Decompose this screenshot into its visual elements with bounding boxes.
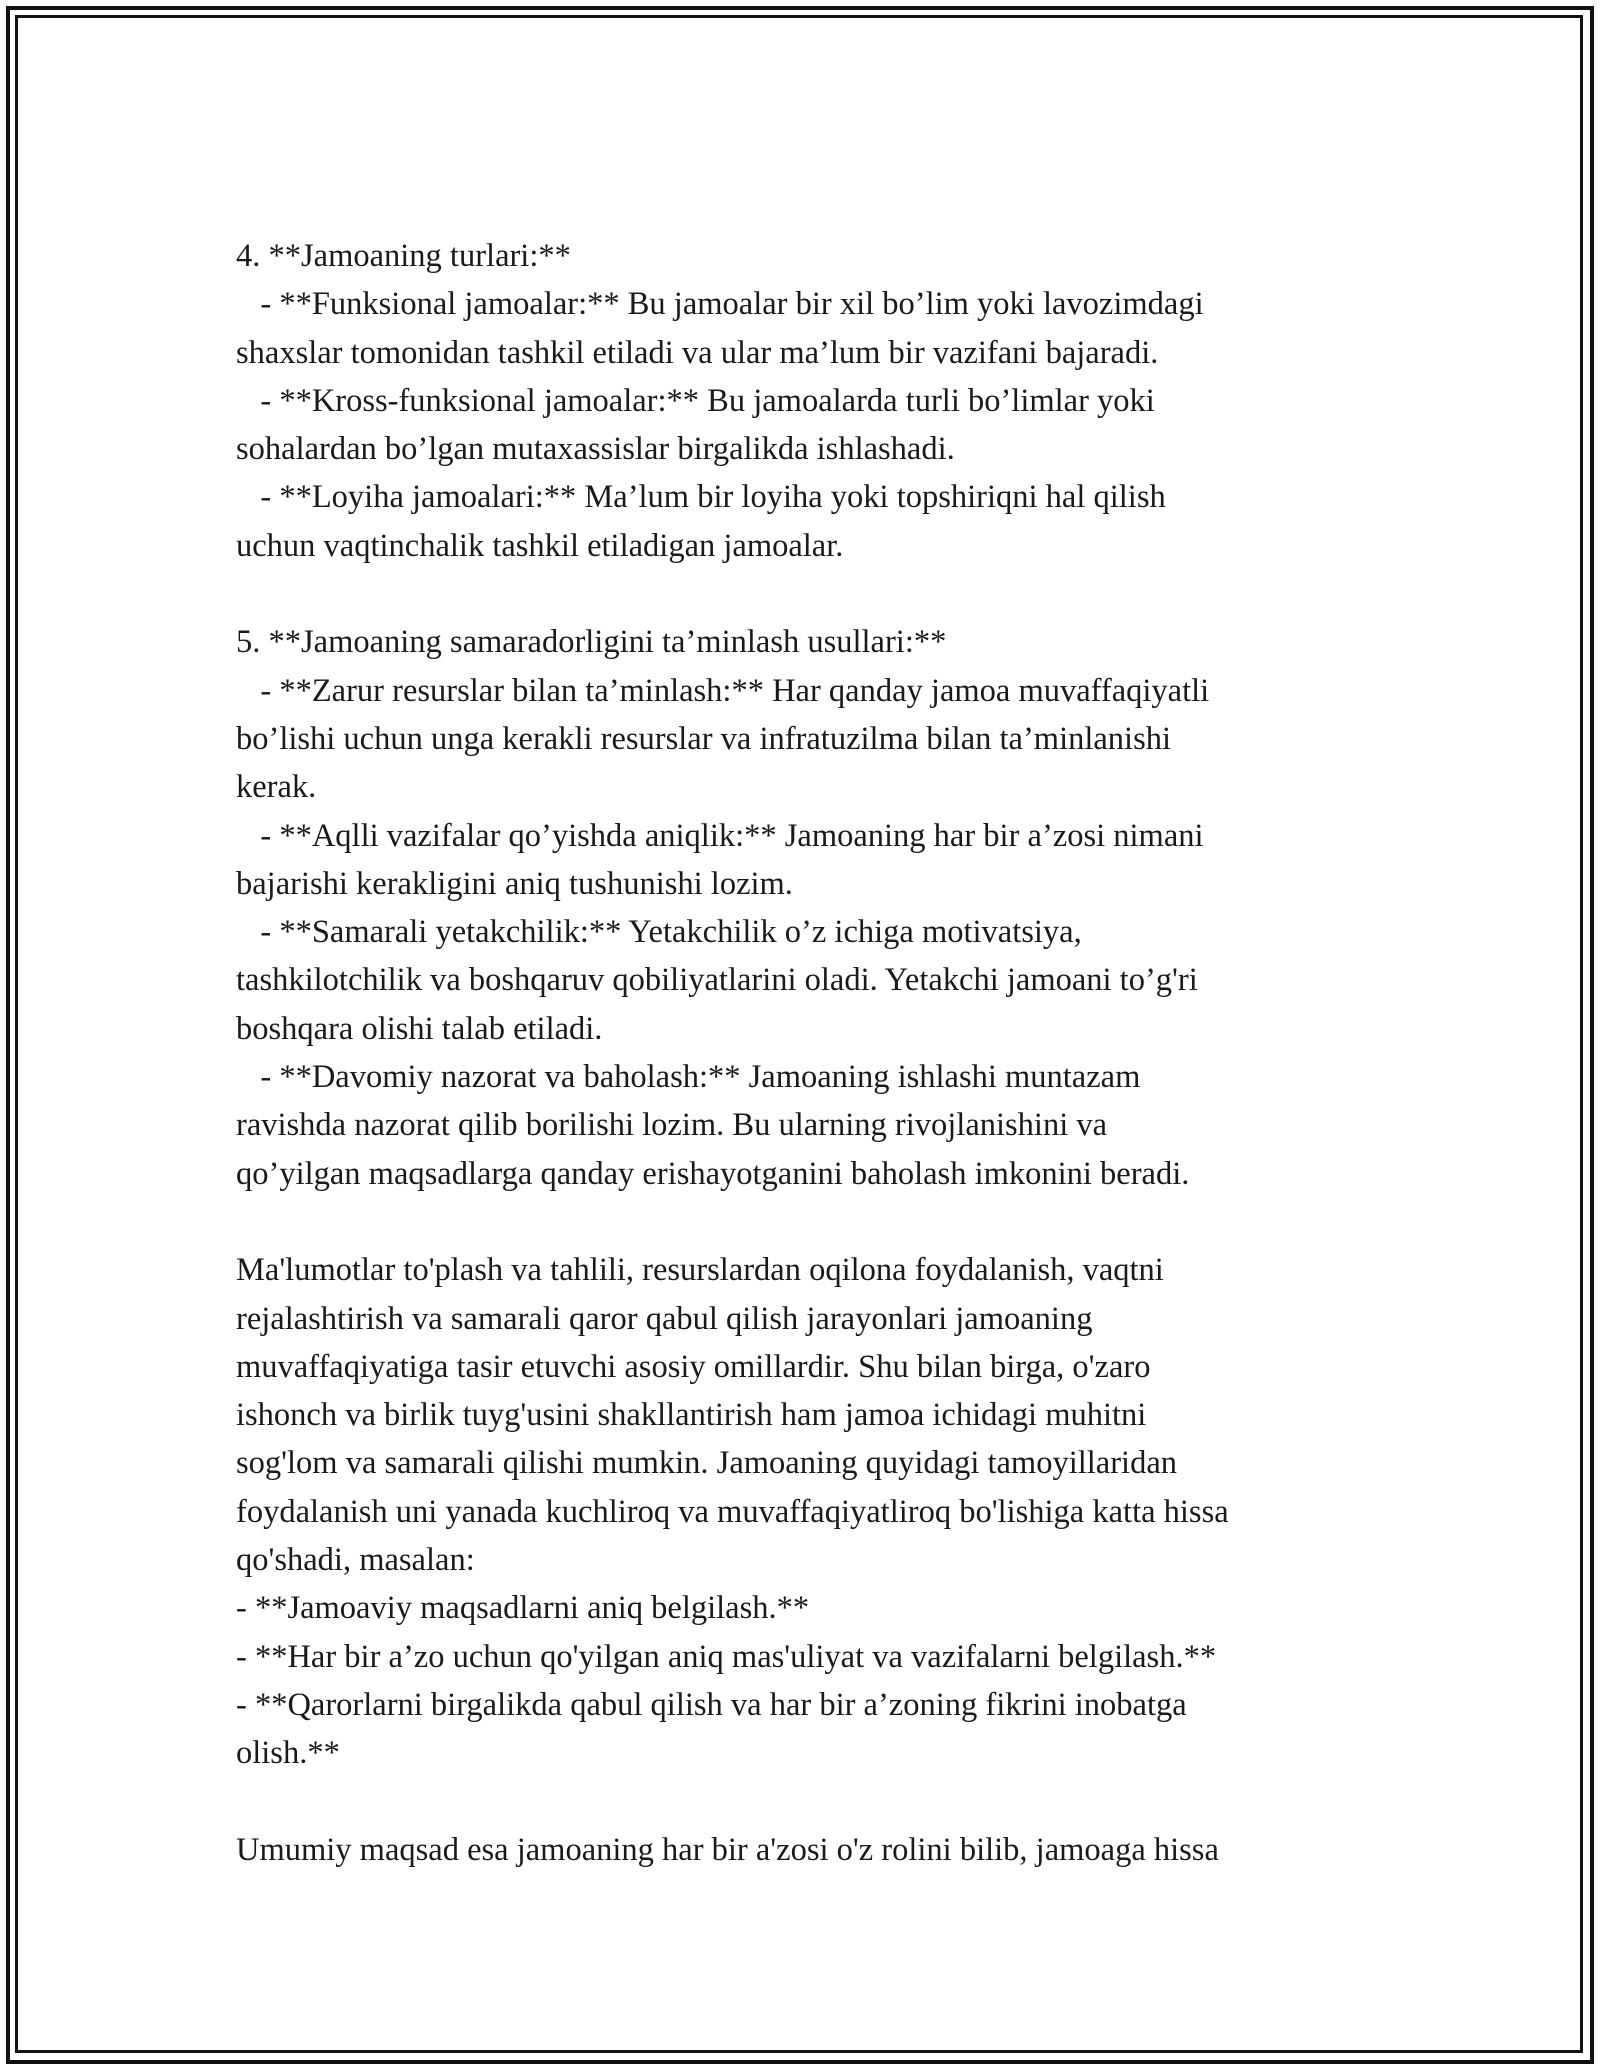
text-line: foydalanish uni yanada kuchliroq va muvaffaqiyatliroq bo'lishiga katta hissa bbox=[236, 1493, 1229, 1530]
text-line: 5. **Jamoaning samaradorligini ta’minlash usullari:** bbox=[236, 624, 947, 661]
text-line: - **Kross-funksional jamoalar:** Bu jamoalarda turli bo’limlar yoki bbox=[236, 382, 1155, 419]
text-line: Ma'lumotlar to'plash va tahlili, resurslardan oqilona foydalanish, vaqtni bbox=[236, 1252, 1164, 1289]
text-line: boshqara olishi talab etiladi. bbox=[236, 1010, 603, 1047]
text-line: sog'lom va samarali qilishi mumkin. Jamoaning quyidagi tamoyillaridan bbox=[236, 1445, 1177, 1482]
text-line: - **Loyiha jamoalari:** Ma’lum bir loyiha yoki topshiriqni hal qilish bbox=[236, 479, 1166, 516]
text-line: shaxslar tomonidan tashkil etiladi va ular ma’lum bir vazifani bajaradi. bbox=[236, 334, 1159, 371]
text-line: - **Qarorlarni birgalikda qabul qilish va har bir a’zoning fikrini inobatga bbox=[236, 1686, 1187, 1723]
text-line: - **Samarali yetakchilik:** Yetakchilik o’z ichiga motivatsiya, bbox=[236, 914, 1082, 951]
text-line: - **Jamoaviy maqsadlarni aniq belgilash.** bbox=[236, 1590, 810, 1627]
text-line: - **Har bir a’zo uchun qo'yilgan aniq mas'uliyat va vazifalarni belgilash.** bbox=[236, 1638, 1217, 1675]
text-line: muvaffaqiyatiga tasir etuvchi asosiy omillardir. Shu bilan birga, o'zaro bbox=[236, 1348, 1151, 1385]
text-line: qo’yilgan maqsadlarga qanday erishayotganini baholash imkonini beradi. bbox=[236, 1155, 1190, 1192]
blank-line bbox=[236, 570, 1376, 618]
text-line: rejalashtirish va samarali qaror qabul qilish jarayonlari jamoaning bbox=[236, 1300, 1093, 1337]
text-line: olish.** bbox=[236, 1735, 340, 1772]
text-line: ishonch va birlik tuyg'usini shakllantirish ham jamoa ichidagi muhitni bbox=[236, 1397, 1147, 1434]
text-line: - **Aqlli vazifalar qo’yishda aniqlik:** Jamoaning har bir a’zosi nimani bbox=[236, 817, 1204, 854]
text-line: tashkilotchilik va boshqaruv qobiliyatlarini oladi. Yetakchi jamoani to’g'ri bbox=[236, 962, 1198, 999]
text-line: bo’lishi uchun unga kerakli resurslar va infratuzilma bilan ta’minlanishi bbox=[236, 720, 1172, 757]
text-line: - **Davomiy nazorat va baholash:** Jamoaning ishlashi muntazam bbox=[236, 1059, 1141, 1096]
text-line: - **Funksional jamoalar:** Bu jamoalar bir xil bo’lim yoki lavozimdagi bbox=[236, 286, 1204, 323]
text-line: ravishda nazorat qilib borilishi lozim. Bu ularning rivojlanishini va bbox=[236, 1107, 1108, 1144]
text-line: bajarishi kerakligini aniq tushunishi lozim. bbox=[236, 865, 793, 902]
text-line: - **Zarur resurslar bilan ta’minlash:** Har qanday jamoa muvaffaqiyatli bbox=[236, 672, 1210, 709]
text-line: sohalardan bo’lgan mutaxassislar birgalikda ishlashadi. bbox=[236, 431, 955, 468]
document-body bbox=[236, 232, 1376, 1874]
text-line: 4. **Jamoaning turlari:** bbox=[236, 238, 571, 274]
text-line: Umumiy maqsad esa jamoaning har bir a'zosi o'z rolini bilib, jamoaga hissa bbox=[236, 1831, 1219, 1868]
blank-line bbox=[236, 1778, 1376, 1826]
text-line: uchun vaqtinchalik tashkil etiladigan jamoalar. bbox=[236, 527, 844, 564]
text-line: kerak. bbox=[236, 769, 317, 806]
blank-line bbox=[236, 1198, 1376, 1246]
text-line: qo'shadi, masalan: bbox=[236, 1542, 475, 1579]
